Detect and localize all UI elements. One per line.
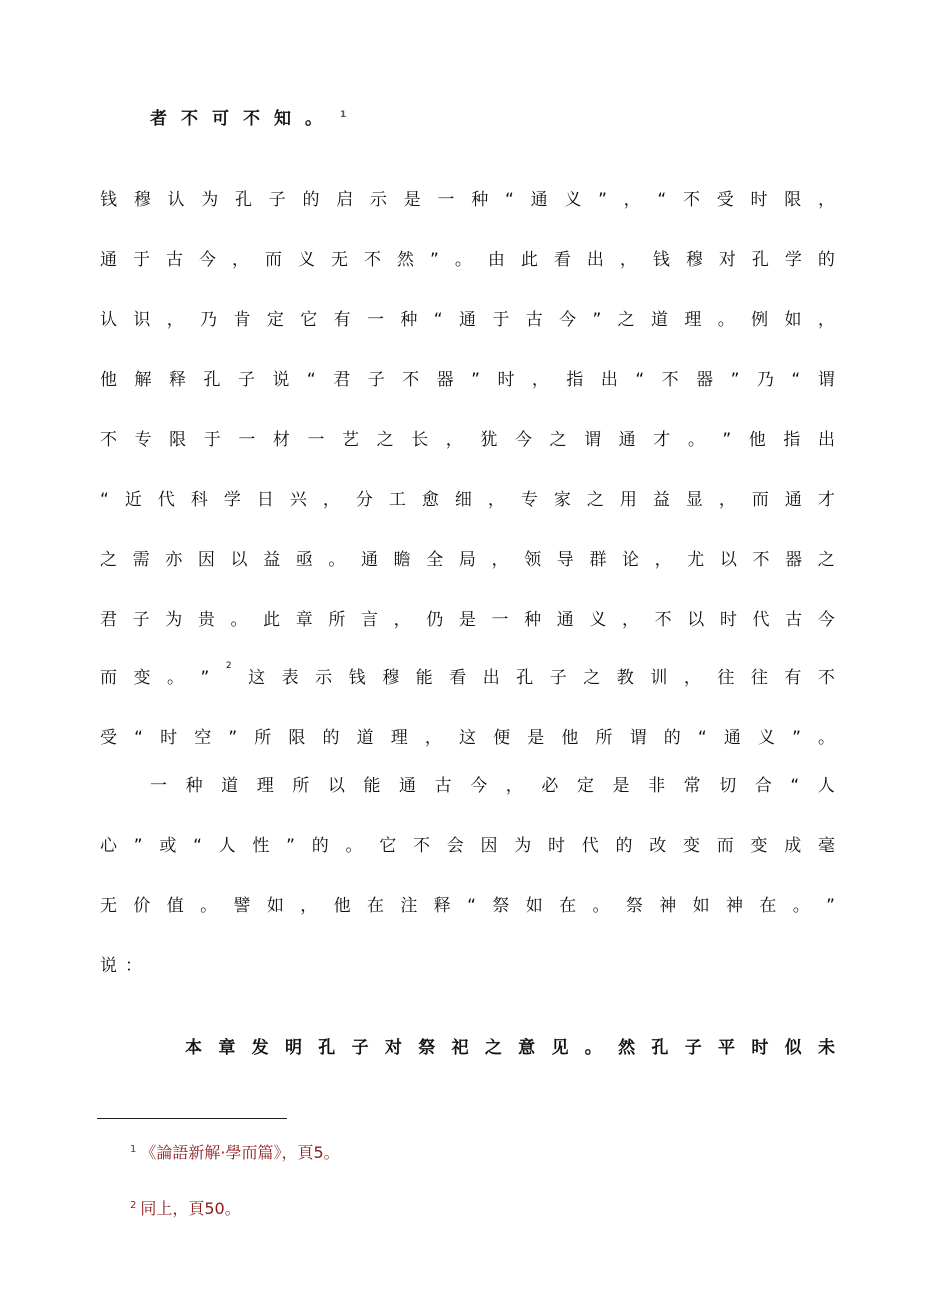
paragraph-1-line-11: 受 “ 时 空 ” 所 限 的 道 理 ， 这 便 是 他 所 谓 的 “ 通 义 ” 。 <box>100 728 835 748</box>
paragraph-1-line-4: 他 解 释 孔 子 说 “ 君 子 不 器 ” 时 ， 指 出 “ 不 器 ” 乃 “ 谓 <box>100 370 835 390</box>
paragraph-1-line-6: “ 近 代 科 学 日 兴 ， 分 工 愈 细 ， 专 家 之 用 益 显 ， 而 通 才 <box>100 490 835 510</box>
block-quote-end <box>150 104 346 129</box>
footnote-1-number: 1 <box>130 1143 137 1155</box>
block-quote-start: 本 章 发 明 孔 子 对 祭 祀 之 意 见 。 然 孔 子 平 时 似 未 <box>185 1038 835 1058</box>
footnote-2-number: 2 <box>130 1199 137 1211</box>
footnote-1-text: 《論語新解·學而篇》，頁5。 <box>140 1143 340 1162</box>
paragraph-1-line-8: 君 子 为 贵 。 此 章 所 言 ， 仍 是 一 种 通 义 ， 不 以 时 代 古 今 <box>100 610 835 630</box>
paragraph-1-line-1: 钱 穆 认 为 孔 子 的 启 示 是 一 种 “ 通 义 ” ， “ 不 受 时 限 ， <box>100 190 835 210</box>
paragraph-1-line-9: 而 变 。 ” 2 这 表 示 钱 穆 能 看 出 孔 子 之 教 训 ， 往 往 有 不 <box>100 661 835 688</box>
paragraph-2-line-3: 无 价 值 。 譬 如 ， 他 在 注 释 “ 祭 如 在 。 祭 神 如 神 在 。 ” <box>100 896 835 916</box>
footnote-2 <box>130 1196 241 1219</box>
footnote-2-text: 同上，頁50。 <box>140 1199 241 1218</box>
footnote-ref-2: 2 <box>225 661 232 671</box>
footnote-1 <box>130 1140 340 1163</box>
paragraph-1-line-5: 不 专 限 于 一 材 一 艺 之 长 ， 犹 今 之 谓 通 才 。 ” 他 指 出 <box>100 430 835 450</box>
paragraph-2-line-2: 心 ” 或 “ 人 性 ” 的 。 它 不 会 因 为 时 代 的 改 变 而 变 成 毫 <box>100 836 835 856</box>
paragraph-1-line-2: 通 于 古 今 ， 而 义 无 不 然 ” 。 由 此 看 出 ， 钱 穆 对 孔 学 的 <box>100 250 835 270</box>
paragraph-1-line-7: 之 需 亦 因 以 益 亟 。 通 瞻 全 局 ， 领 导 群 论 ， 尤 以 不 器 之 <box>100 550 835 570</box>
block-quote-end-text: 者不可不知。 <box>150 109 336 129</box>
paragraph-2-line-1: 一 种 道 理 所 以 能 通 古 今 ， 必 定 是 非 常 切 合 “ 人 <box>150 776 835 796</box>
footnote-ref-1: 1 <box>340 110 347 121</box>
paragraph-1-line-3: 认 识 ， 乃 肯 定 它 有 一 种 “ 通 于 古 今 ” 之 道 理 。 例 如 ， <box>100 310 835 330</box>
paragraph-2-line-4: 说 ： <box>100 956 142 976</box>
footnote-divider <box>97 1118 287 1119</box>
